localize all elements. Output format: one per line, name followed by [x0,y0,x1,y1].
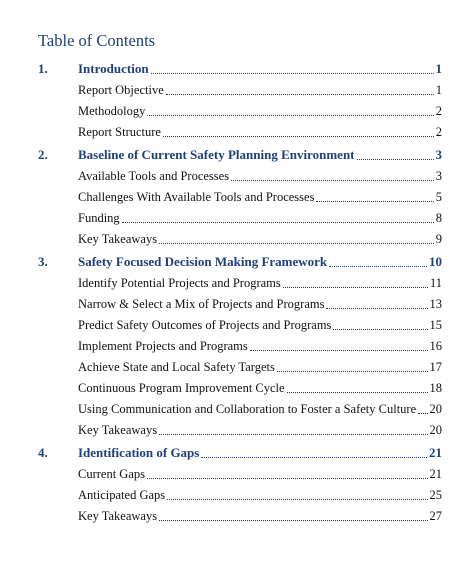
entry-page: 8 [435,211,442,225]
toc-entry[interactable] [38,505,442,525]
section-number: 3. [38,254,48,269]
entry-page: 9 [435,232,442,246]
toc-entry[interactable] [38,79,442,99]
dot-leader [357,159,434,160]
dot-leader [283,287,428,288]
section-page: 21 [429,445,442,460]
dot-leader [316,201,433,202]
dot-leader [159,434,427,435]
toc-entry[interactable] [38,207,442,227]
entry-page: 1 [435,83,442,97]
dot-leader [326,308,427,309]
toc-entry[interactable] [38,186,442,206]
dot-leader [277,371,428,372]
entry-page: 3 [435,169,442,183]
toc-entry[interactable] [38,356,442,376]
entry-label: Continuous Program Improvement Cycle [78,381,285,395]
dot-leader [231,180,434,181]
section-label: Introduction [78,61,149,76]
toc-section-baseline[interactable] [38,144,442,164]
toc-entry[interactable] [38,228,442,248]
entry-label: Using Communication and Collaboration to Foster a Safety Culture [78,402,417,416]
entry-label: Identify Potential Projects and Programs [78,276,281,290]
dot-leader [166,94,434,95]
dot-leader [167,499,427,500]
dot-leader [418,413,427,414]
entry-label: Narrow & Select a Mix of Projects and Programs [78,297,325,311]
dot-leader [333,329,427,330]
toc-entry[interactable] [38,484,442,504]
toc-section-introduction[interactable] [38,58,442,78]
entry-page: 15 [429,318,442,332]
entry-label: Key Takeaways [78,423,158,437]
dot-leader [201,457,427,458]
section-label: Baseline of Current Safety Planning Environment [78,147,355,162]
entry-label: Achieve State and Local Safety Targets [78,360,275,374]
section-number: 1. [38,61,48,76]
toc-entry[interactable] [38,121,442,141]
dot-leader [147,115,433,116]
toc-entry[interactable] [38,398,442,418]
toc-entry[interactable] [38,335,442,355]
entry-label: Current Gaps [78,467,145,481]
dot-leader [287,392,428,393]
entry-page: 21 [429,467,442,481]
toc-entry[interactable] [38,419,442,439]
dot-leader [122,222,434,223]
dot-leader [159,520,427,521]
toc-section-framework[interactable] [38,251,442,271]
toc-entry[interactable] [38,165,442,185]
entry-page: 16 [429,339,442,353]
toc-entry[interactable] [38,463,442,483]
entry-page: 25 [429,488,442,502]
entry-label: Predict Safety Outcomes of Projects and Programs [78,318,332,332]
toc-entry[interactable] [38,377,442,397]
section-label: Identification of Gaps [78,445,200,460]
section-number: 4. [38,445,48,460]
section-page: 3 [435,147,442,162]
section-number: 2. [38,147,48,162]
toc-section-gaps[interactable] [38,442,442,462]
entry-label: Anticipated Gaps [78,488,166,502]
section-label: Safety Focused Decision Making Framework [78,254,328,269]
entry-label: Methodology [78,104,146,118]
toc-entry[interactable] [38,314,442,334]
dot-leader [163,136,434,137]
entry-label: Report Objective [78,83,164,97]
entry-page: 2 [435,125,442,139]
toc-entry[interactable] [38,100,442,120]
entry-label: Key Takeaways [78,509,158,523]
dot-leader [147,478,428,479]
entry-page: 11 [429,276,442,290]
dot-leader [151,73,434,74]
entry-page: 27 [429,509,442,523]
toc-title: Table of Contents [38,31,156,50]
dot-leader [329,266,427,267]
entry-page: 17 [429,360,442,374]
entry-label: Challenges With Available Tools and Processes [78,190,315,204]
entry-page: 18 [429,381,442,395]
entry-label: Key Takeaways [78,232,158,246]
entry-label: Funding [78,211,120,225]
entry-page: 2 [435,104,442,118]
entry-label: Available Tools and Processes [78,169,230,183]
entry-page: 20 [429,402,442,416]
dot-leader [250,350,428,351]
entry-page: 20 [429,423,442,437]
entry-label: Report Structure [78,125,161,139]
dot-leader [159,243,434,244]
section-page: 10 [429,254,442,269]
entry-label: Implement Projects and Programs [78,339,248,353]
entry-page: 13 [429,297,442,311]
toc-entry[interactable] [38,293,442,313]
toc-entry[interactable] [38,272,442,292]
entry-page: 5 [435,190,442,204]
section-page: 1 [435,61,442,76]
